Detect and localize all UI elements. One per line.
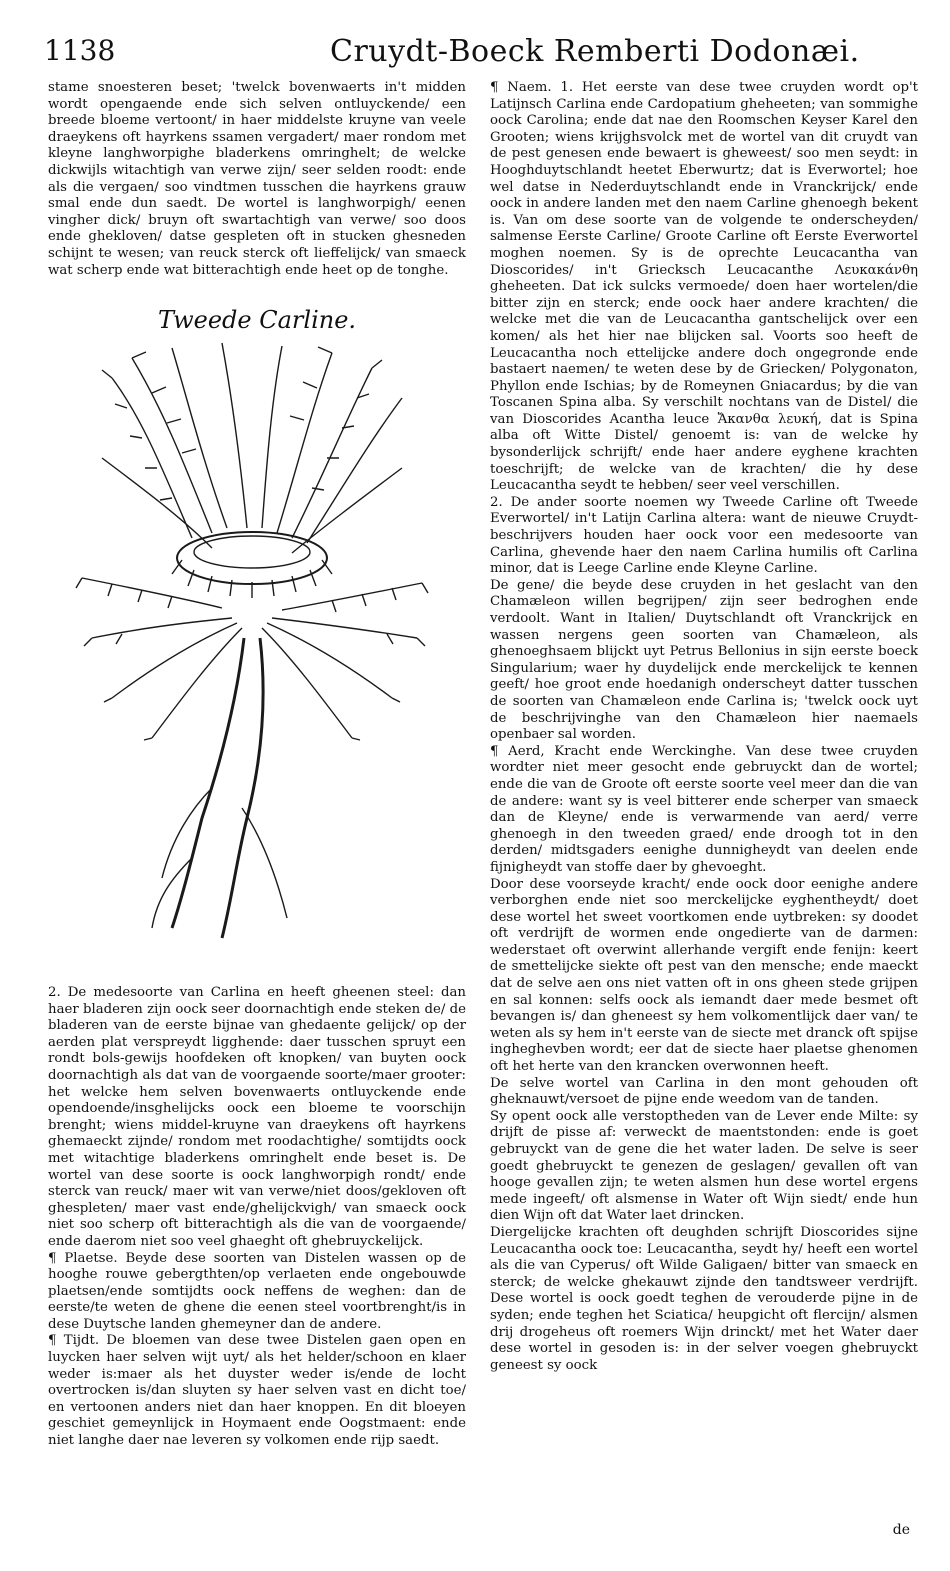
running-title: Cruydt-Boeck Remberti Dodonæi.: [330, 34, 860, 69]
carline-plant-illustration: [72, 338, 432, 948]
paragraph: 2. De ander soorte noemen wy Tweede Carline oft Tweede Everwortel/ in't Latijn Carlina altera: want de nieuwe Cruydt-beschrijvers houden haer oock voor een medesoorte van Carlina, ghevende haer den naem Carlina humilis oft Carlina minor, dat is Leege Carline ende Kleyne Carline.: [490, 494, 918, 577]
left-column-bottom-text: [48, 985, 466, 1450]
left-column-top-text: [48, 80, 466, 279]
figure-caption: Tweede Carline.: [157, 306, 357, 334]
paragraph: ¶ Tijdt. De bloemen van dese twee Distelen gaen open en luycken haer selven wijt uyt/ als het helder/schoon en klaer weder is:maer als het duyster weder is/ende de locht overtrocken is/dan sluyten sy haer selven vast en dicht toe/ en vertoonen anders niet dan haer knoppen. En dit bloeyen geschiet gemeynlijck in Hoymaent ende Oogstmaent: ende niet langhe daer nae leveren sy volkomen ende rijp saedt.: [48, 1333, 466, 1449]
right-column-text: [490, 80, 918, 1374]
paragraph: De selve wortel van Carlina in den mont gehouden oft gheknauwt/versoet de pijne ende weedom van de tanden.: [490, 1075, 918, 1108]
page-header: [40, 34, 920, 80]
paragraph: 2. De medesoorte van Carlina en heeft gheenen steel: dan haer bladeren zijn oock seer doornachtigh ende steken de/ de bladeren van de eerste bijnae van ghedaente gelijck/ op der aerden plat verspreydt ligghende: daer tusschen spruyt een rondt bols-gewijs hoofdeken oft knopken/ van buyten oock doornachtigh als dat van de voorgaende soorte/maer grooter: het welcke hem selven bovenwaerts ontluyckende ende opendoende/insghelijcks oock een bloeme te voorschijn brenght; wiens middel-kruyne van draeykens oft hayrkens ghemaeckt zijnde/ rondom met roodachtighe/ somtijdts oock met witachtige bladerkens omringhelt ende beset is. De wortel van dese soorte is oock langhworpigh rondt/ ende sterck van reuck/ maer wit van verwe/niet doos/gekloven oft ghespleten/ maer vast ende/ghelijckvigh/ van smaeck oock niet soo scherp oft bitterachtigh als die van de voorgaende/ ende daerom niet soo veel ghaeght oft ghebruyckelijck.: [48, 985, 466, 1249]
paragraph: ¶ Naem. 1. Het eerste van dese twee cruyden wordt op't Latijnsch Carlina ende Cardopatium gheheeten; van sommighe oock Carolina; ende dat nae den Roomschen Keyser Karel den Grooten; wiens krijghsvolck met de wortel van dit cruydt van de pest genesen ende bewaert is gheweest/ soo men seydt: in Hooghduytschlandt heetet Eberwurtz; dat is Everwortel; hoe wel datse in Nederduytschlandt ende in Vranckrijck/ ende oock in andere landen met den naem Carline ghenoegh bekent is. Van om dese soorte van de volgende te onderscheyden/ salmense Eerste Carline/ Groote Carline oft Eerste Everwortel moghen noemen. Sy is de oprechte Leucacantha van Dioscorides/ in't Griecksch Leucacanthe Λευκακάνθη gheheeten. Dat ick sulcks vermoede/ doen haer wortelen/die bitter zijn en sterck; ende oock haer andere krachten/ die welcke met die van de Leucacantha gantschelijck over een komen/ als het hier nae blijcken sal. Voorts soo heeft de Leucacantha noch ettelijcke andere doch ongegronde ende bastaert naemen/ te weten dese by de Griecken/ Polygonaton, Phyllon ende Ischias; by de Romeynen Gniacardus; by die van Toscanen Spina alba. Sy verschilt nochtans van de Distel/ die van Dioscorides Acantha leuce Ἄκανθα λευκή, dat is Spina alba oft Witte Distel/ genoemt is: van de welcke hy bysonderlijck schrijft/ ende haer andere eyghene krachten toeschrijft; de welcke van de krachten/ die hy dese Leucacantha seydt te hebben/ seer veel verschillen.: [490, 80, 918, 494]
paragraph: Diergelijcke krachten oft deughden schrijft Dioscorides sijne Leucacantha oock toe: Leucacantha, seydt hy/ heeft een wortel als die van Cyperus/ oft Wilde Galigaen/ bitter van smaeck en sterck; de welcke ghekauwt zijnde den tandtsweer verdrijft. Dese wortel is oock goedt teghen de verouderde pijne in de syden; ende teghen het Sciatica/ heupgicht oft flercijn/ alsmen drij drogeheus oft roemers Wijn drinckt/ met het Water daer dese wortel in gesoden is: in der selver voegen ghebruyckt geneest sy oock: [490, 1224, 918, 1373]
paragraph: Door dese voorseyde kracht/ ende oock door eenighe andere verborghen ende niet soo merckelijcke eyghentheydt/ doet dese wortel het sweet voortkomen ende uytbreken: sy doodet oft verdrijft de wormen ende ongedierte van de darmen: wederstaet oft overwint allerhande vergift ende fenijn: keert de smettelijcke siekte oft pest van den mensche; ende maeckt dat de selve aen ons niet vatten oft in ons gheen stede grijpen en sal konnen: selfs oock als iemandt daer mede besmet oft bevangen is/ dan gheneest sy hem volkomentlijck daer van/ te weten als sy hem in't eerste van de siecte met dranck oft spijse ingheghevben wordt; eer dat de siecte haer plaetse ghenomen oft het herte van den krancken overwonnen heeft.: [490, 876, 918, 1075]
catchword: de: [892, 1522, 910, 1538]
page-number: 1138: [44, 34, 116, 67]
paragraph: ¶ Plaetse. Beyde dese soorten van Distelen wassen op de hooghe rouwe gebergthten/op verlaeten ende ongebouwde plaetsen/ende somtijdts oock neffens de weghen: dan de eerste/te weten de ghene die eenen steel voortbrenght/is in dese Duytsche landen ghemeyner dan de andere.: [48, 1250, 466, 1332]
paragraph: ¶ Aerd, Kracht ende Werckinghe. Van dese twee cruyden wordter niet meer gesocht ende gebruyckt dan de wortel; ende die van de Groote oft eerste soorte veel meer dan die van de andere: want sy is veel bitterer ende scherper van smaeck dan de Kleyne/ ende is verwarmende van aerd/ verre ghenoegh in den tweeden graed/ ende droogh tot in den derden/ midtsgaders eenighe dunnigheydt van deelen ende fijnigheydt van stoffe daer by ghevoeght.: [490, 743, 918, 875]
paragraph: Sy opent oock alle verstoptheden van de Lever ende Milte: sy drijft de pisse af: verweckt de maentstonden: ende is goet gebruyckt van de gene die het water laden. De selve is seer goedt ghebruyckt te genezen de geslagen/ gevallen oft van hooge gevallen zijn; te weten alsmen hun dese wortel ergens mede ingeeft/ oft alsmense in Water oft Wijn siedt/ ende hun dien Wijn oft dat Water laet drincken.: [490, 1108, 918, 1224]
plant-woodcut-icon: [72, 338, 432, 948]
paragraph: De gene/ die beyde dese cruyden in het geslacht van den Chamæleon willen begrijpen/ zijn seer bedroghen ende verdoolt. Want in Italien/ Duytschlandt oft Vranckrijck en wassen nergens geen soorten van Chamæleon, als ghenoeghsaem blijckt uyt Petrus Bellonius in sijn eerste boeck Singularium; waer hy duydelijck ende merckelijck te kennen geeft/ hoe groot ende hoedanigh onderscheyt datter tusschen de soorten van Chamæleon ende Carlina is; 'twelck oock uyt de beschrijvinghe van den Chamæleon hier naemaels openbaer sal worden.: [490, 577, 918, 743]
paragraph: stame snoesteren beset; 'twelck bovenwaerts in't midden wordt opengaende ende sich selven ontluyckende/ een breede bloeme vertoont/ in haer middelste kruyne van veele draeykens oft hayrkens ssamen vergadert/ maer rondom met kleyne langhworpighe bladerkens omringhelt; de welcke dickwijls witachtigh van verwe zijn/ seer selden roodt: ende als die vergaen/ soo vindtmen tusschen die hayrkens grauw smal ende dun saedt. De wortel is langhworpigh/ eenen vingher dick/ bruyn oft swartachtigh van verwe/ soo doos ende ghekloven/ datse gespleten oft in stucken ghesneden schijnt te wesen; van reuck sterck oft lieffelijck/ van smaeck wat scherp ende wat bitterachtigh ende heet op de tonghe.: [48, 80, 466, 278]
